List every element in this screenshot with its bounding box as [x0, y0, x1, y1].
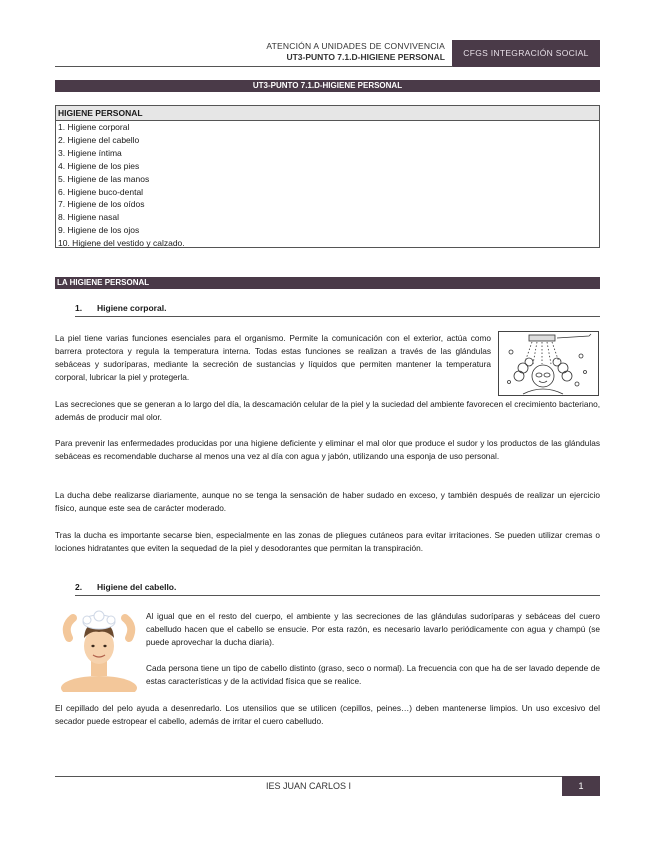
- paragraph: La piel tiene varias funciones esenciales para el organismo. Permite la comunicación con el exterior, actúa como barrera protectora y regula la temperatura interna. Todas estas funciones se realizan a través de las glándulas sebáceas y sudoríparas, mediante la secreción de sustancias y líquidos que permiten mantener la temperatura corporal, lubricar la piel y protegerla.: [55, 333, 491, 382]
- header-module-name: ATENCIÓN A UNIDADES DE CONVIVENCIA: [266, 41, 445, 51]
- toc-item: 8. Higiene nasal: [58, 212, 119, 223]
- section-2-underline: [75, 595, 600, 596]
- toc-item: 3. Higiene íntima: [58, 147, 122, 158]
- toc-item: 1. Higiene corporal: [58, 122, 130, 132]
- toc-item: 2. Higiene del cabello: [58, 134, 140, 145]
- section-1-underline: [75, 316, 600, 317]
- section-1-title: [75, 303, 166, 313]
- page-number: 1: [562, 776, 600, 796]
- toc-item: 9. Higiene de los ojos: [58, 225, 140, 236]
- header-text: [266, 41, 445, 63]
- paragraph: Cada persona tiene un tipo de cabello distinto (graso, seco o normal). La frecuencia con que ha de ser lavado depende de estas características y de la actividad física que se realice.: [146, 663, 600, 686]
- header-unit-name: UT3-PUNTO 7.1.D-HIGIENE PERSONAL: [286, 52, 445, 62]
- footer-divider: [55, 776, 562, 777]
- paragraph: El cepillado del pelo ayuda a desenredarlo. Los utensilios que se utilicen (cepillos, peines…) deben mantenerse limpios. Un uso excesivo del secador puede estropear el cabello, además de irritar el cuero cabelludo.: [55, 703, 600, 726]
- toc-item: 6. Higiene buco-dental: [58, 186, 144, 197]
- document-title-bar: UT3-PUNTO 7.1.D-HIGIENE PERSONAL: [55, 80, 600, 92]
- hair-washing-illustration: [55, 608, 143, 692]
- paragraph: Al igual que en el resto del cuerpo, el ambiente y las secreciones de las glándulas sudoríparas y sebáceas del cuero cabelludo hacen que el cabello se ensucie. Por esta razón, es necesario lavarlo periódicamente con agua y champú (se puede aprovechar la ducha diaria).: [146, 611, 600, 647]
- shower-illustration: [498, 331, 599, 396]
- footer-school-name: IES JUAN CARLOS I: [265, 781, 352, 791]
- toc-item: 4. Higiene de los pies: [58, 160, 140, 171]
- section-1-number: 1.: [75, 303, 83, 313]
- section-2-title-text: Higiene del cabello.: [97, 582, 177, 592]
- header-divider: [55, 66, 453, 67]
- paragraph: Para prevenir las enfermedades producidas por una higiene deficiente y eliminar el mal olor que produce el sudor y los productos de las glándulas sebáceas es recomendable ducharse al menos una vez al día con agua y jabón, utilizando una esponja de uso personal.: [55, 438, 600, 461]
- section-2-title: [75, 582, 176, 592]
- header-course-badge: CFGS INTEGRACIÓN SOCIAL: [452, 40, 600, 67]
- toc-item: 10. Higiene del vestido y calzado.: [58, 238, 185, 249]
- table-of-contents: [55, 105, 600, 248]
- section-1-title-text: Higiene corporal.: [97, 303, 167, 313]
- paragraph: Las secreciones que se generan a lo largo del día, la descamación celular de la piel y la suciedad del ambiente favorecen el crecimiento bacteriano, además de producir mal olor.: [55, 399, 600, 422]
- paragraph: Tras la ducha es importante secarse bien, especialmente en las zonas de pliegues cutáneos para evitar irritaciones. Se pueden utilizar cremas o lociones hidratantes que eviten la sequedad de la piel y desodorantes que permitan la transpiración.: [55, 530, 600, 553]
- toc-item: 7. Higiene de los oídos: [58, 199, 145, 210]
- paragraph: La ducha debe realizarse diariamente, aunque no se tenga la sensación de haber sudado en exceso, y también después de realizar un ejercicio físico, aunque este sea de carácter moderado.: [55, 490, 600, 513]
- toc-heading: HIGIENE PERSONAL: [56, 106, 599, 121]
- section-heading-bar: LA HIGIENE PERSONAL: [55, 277, 600, 289]
- section-2-number: 2.: [75, 582, 83, 592]
- toc-item: 5. Higiene de las manos: [58, 173, 150, 184]
